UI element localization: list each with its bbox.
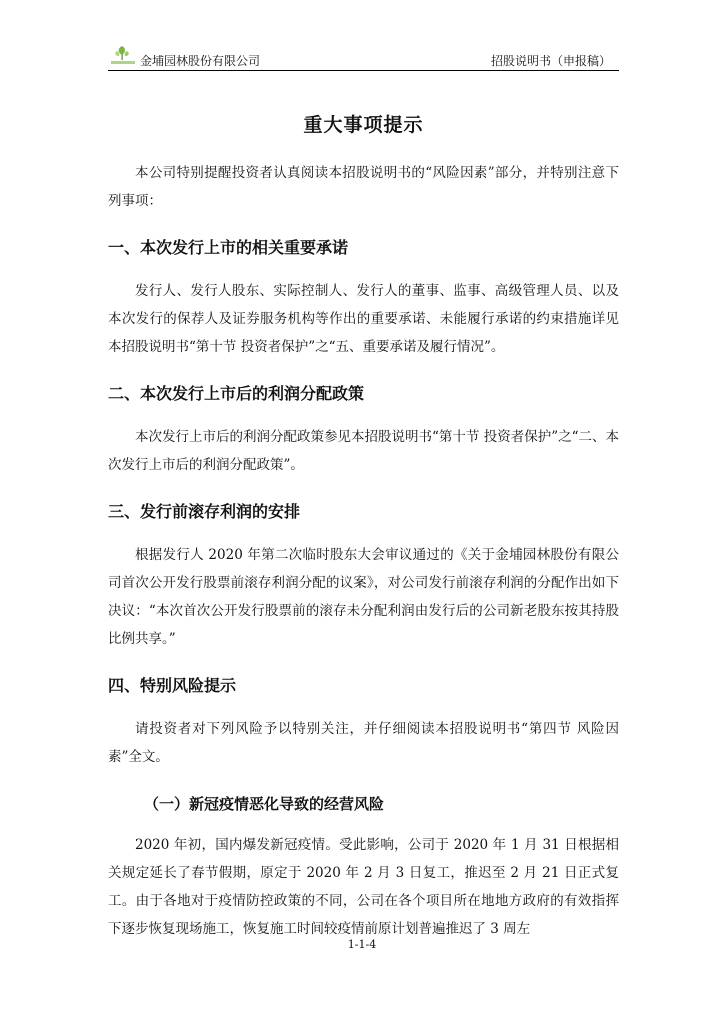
subsection-heading: （一）新冠疫情恶化导致的经营风险 [144,795,385,813]
section-heading-2: 二、本次发行上市后的利润分配政策 [108,384,365,403]
section-body-1: 发行人、发行人股东、实际控制人、发行人的董事、监事、高级管理人员、以及本次发行的保荐人及证券服务机构等作出的重要承诺、未能履行承诺的约束措施详见本招股说明书“第十节 投资者保护”之“五、重要承诺及履行情况”。 [108,283,619,355]
section-body-4: 请投资者对下列风险予以特别关注，并仔细阅读本招股说明书“第四节 风险因素”全文。 [108,721,619,765]
document-type: 招股说明书（申报稿） [490,54,611,68]
subsection-body: 2020 年初，国内爆发新冠疫情。受此影响，公司于 2020 年 1 月 31 日根据相关规定延长了春节假期，原定于 2020 年 2 月 3 日复工，推迟至 2 月 21 日正式复工。由于各地对于疫情防控政策的不同，公司在各个项目所在地地方政府的有效指挥下逐步恢复现场施工，恢复施工时间较疫情前原计划普遍推迟了 3 周左 [108,837,619,937]
page-content [108,110,619,943]
section-body-2: 本次发行上市后的利润分配政策参见本招股说明书“第十节 投资者保护”之“二、本次发行上市后的利润分配政策”。 [108,429,619,473]
section-heading-4: 四、特别风险提示 [108,676,237,695]
section-heading-3: 三、发行前滚存利润的安排 [108,502,301,521]
section-heading-1: 一、本次发行上市的相关重要承诺 [108,238,349,257]
page-number: 1-1-4 [347,938,377,951]
company-logo-icon [108,42,138,66]
intro-paragraph: 本公司特别提醒投资者认真阅读本招股说明书的“风险因素”部分，并特别注意下列事项： [108,165,619,209]
section-body-3: 根据发行人 2020 年第二次临时股东大会审议通过的《关于金埔园林股份有限公司首次公开发行股票前滚存利润分配的议案》，对公司发行前滚存利润的分配作出如下决议：“本次首次公开发行股票前的滚存未分配利润由发行后的公司新老股东按其持股比例共享。” [108,547,619,647]
page-header [108,40,619,71]
page-title: 重大事项提示 [303,114,424,136]
company-name: 金埔园林股份有限公司 [140,54,261,68]
